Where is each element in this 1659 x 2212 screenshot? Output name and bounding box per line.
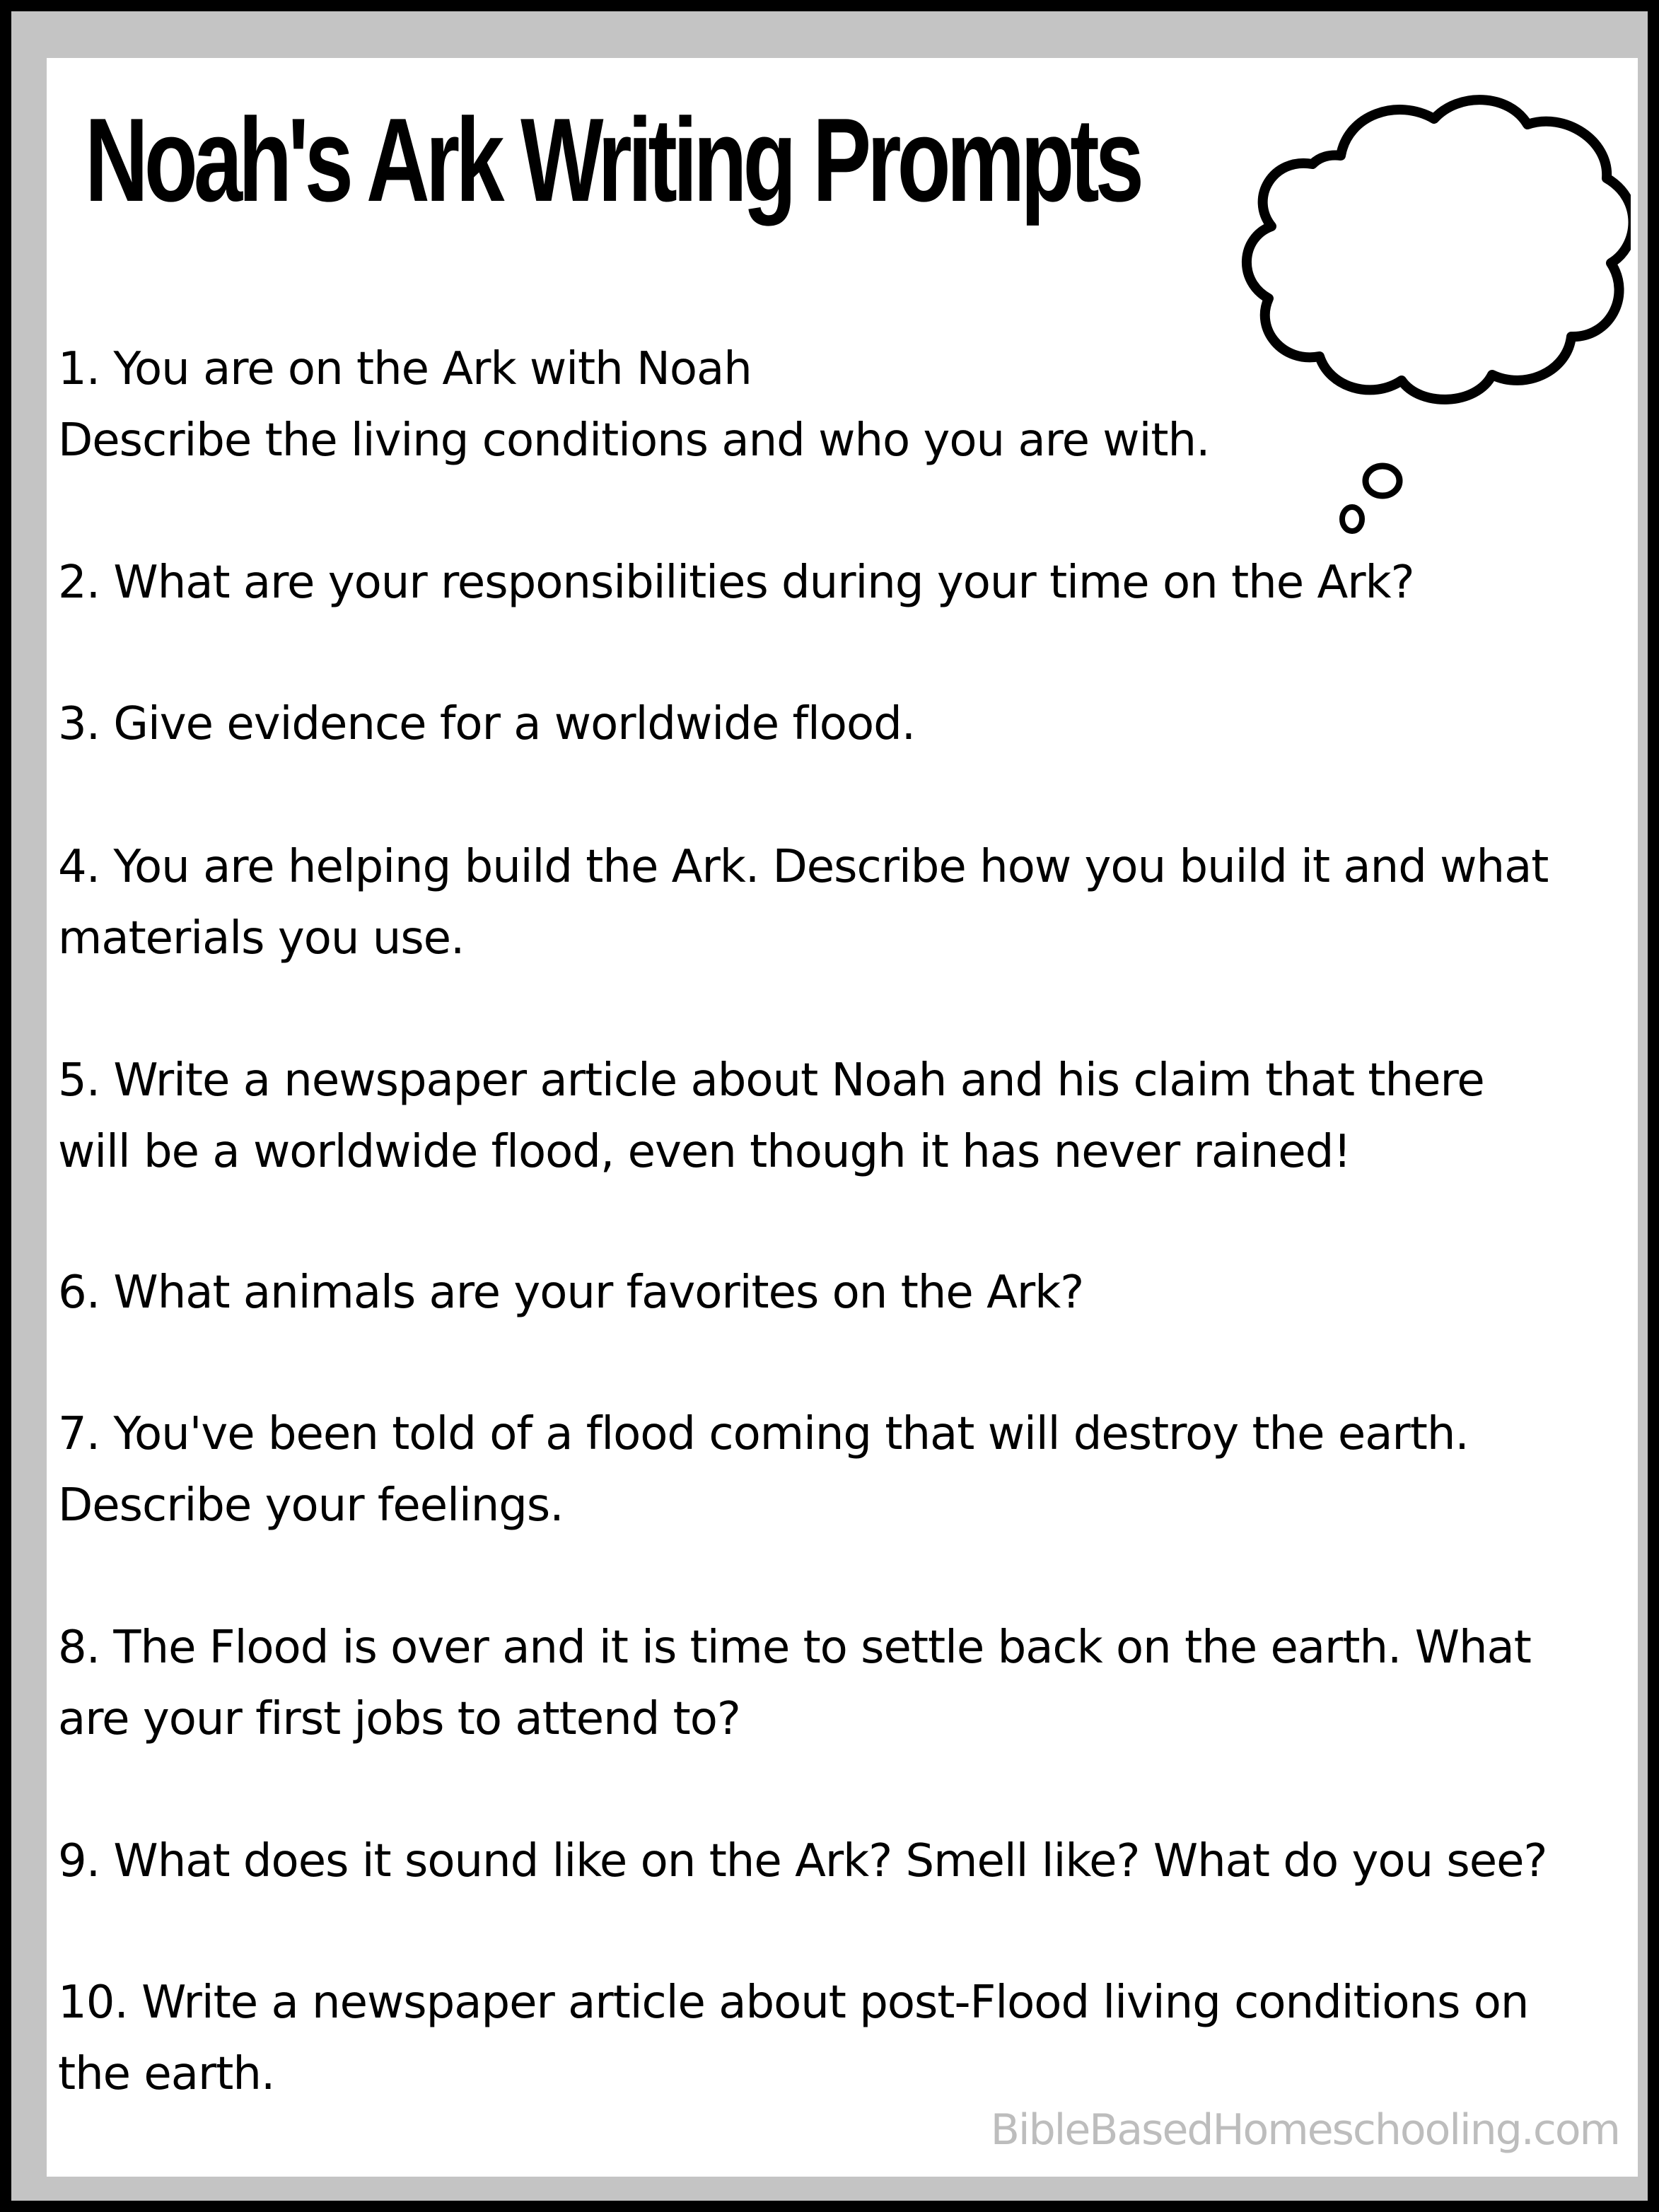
prompt-line: 6. What animals are your favorites on the Ark? [58, 1267, 1084, 1319]
prompt-line: 1. You are on the Ark with Noah [58, 343, 752, 395]
prompt-4 [58, 832, 1548, 974]
prompt-line: 3. Give evidence for a worldwide flood. [58, 698, 916, 750]
prompt-1 [58, 334, 1209, 477]
prompt-5 [58, 1045, 1484, 1188]
prompt-7 [58, 1399, 1469, 1542]
prompt-6 [58, 1257, 1083, 1329]
prompt-line: 2. What are your responsibilities during your time on the Ark? [58, 557, 1414, 609]
prompt-3 [58, 689, 915, 760]
prompt-8 [58, 1612, 1531, 1755]
prompt-line: will be a worldwide flood, even though it has never rained! [58, 1126, 1351, 1178]
prompt-line: the earth. [58, 2048, 275, 2100]
prompt-2 [58, 547, 1414, 619]
prompt-line: 8. The Flood is over and it is time to settle back on the earth. What [58, 1622, 1531, 1674]
prompt-line: Describe your feelings. [58, 1479, 564, 1532]
prompt-line: 4. You are helping build the Ark. Describe how you build it and what [58, 841, 1549, 893]
prompt-line: 10. Write a newspaper article about post-Flood living conditions on [58, 1977, 1529, 2029]
worksheet [47, 58, 1638, 2177]
prompt-10 [58, 1967, 1528, 2110]
thought-dot-large [1366, 466, 1399, 496]
thought-dot-small [1342, 507, 1362, 531]
prompt-9 [58, 1826, 1547, 1897]
thought-cloud [1247, 100, 1631, 400]
prompt-line: are your first jobs to attend to? [58, 1693, 740, 1745]
prompt-line: 5. Write a newspaper article about Noah and his claim that there [58, 1054, 1484, 1107]
prompt-line: 9. What does it sound like on the Ark? Smell like? What do you see? [58, 1835, 1547, 1887]
prompt-line: 7. You've been told of a flood coming that will destroy the earth. [58, 1408, 1469, 1460]
thought-bubble-icon [1235, 58, 1631, 567]
website-credit: BibleBasedHomeschooling.com [990, 2105, 1619, 2155]
prompt-line: materials you use. [58, 912, 465, 965]
page-title: Noah's Ark Writing Prompts [85, 93, 1140, 226]
prompt-line: Describe the living conditions and who you are with. [58, 414, 1210, 467]
page-frame [11, 11, 1648, 2201]
